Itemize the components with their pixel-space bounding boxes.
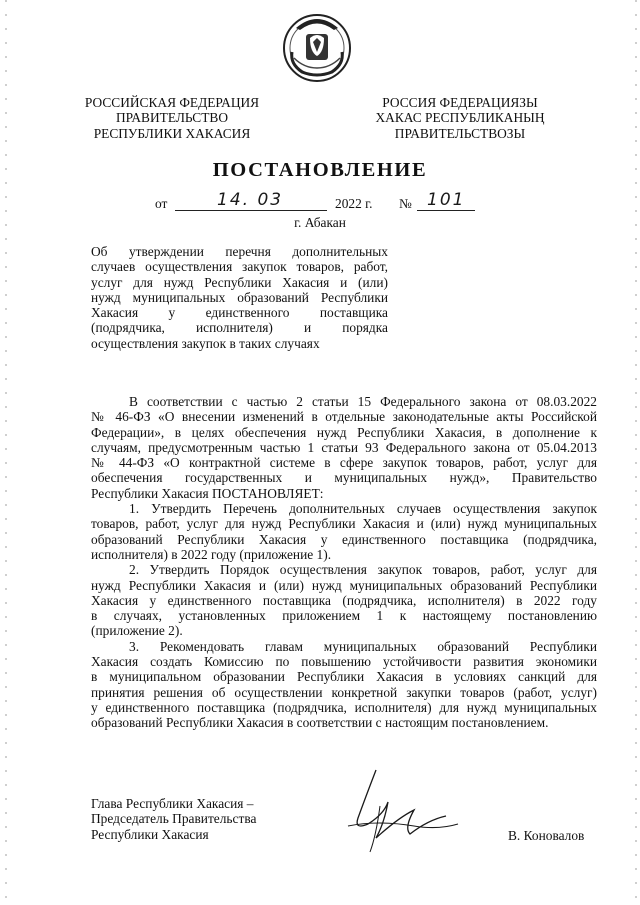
- body-line: случаям, предусмотренным частью 1 статьи 93 Федерального закона от 05.04.2013: [91, 439, 597, 455]
- handwritten-signature: [318, 766, 468, 856]
- subject-line: осуществления закупок в таких случаях: [91, 335, 320, 351]
- body-line: нужд Республики Хакасия и (или) нужд муниципальных образований Республики: [91, 577, 597, 593]
- body-line: образований Республики Хакасия в соответствии с настоящим постановлением.: [91, 715, 549, 731]
- scan-edge-left: [5, 0, 7, 905]
- coat-of-arms-icon: [274, 8, 360, 84]
- body-line: товаров, работ, услуг для нужд Республики Хакасия и (или) нужд муниципальных: [91, 516, 597, 532]
- body-line: у единственного поставщика (подрядчика, исполнителя) для нужд муниципальных: [91, 699, 597, 715]
- body-line: принятия решения об осуществлении конкретной закупки товаров (работ, услуг): [91, 684, 597, 700]
- signatory-name: В. Коновалов: [508, 828, 585, 843]
- header-left-line: РЕСПУБЛИКИ ХАКАСИЯ: [93, 125, 251, 141]
- signatory-position-line: Глава Республики Хакасия –: [91, 796, 254, 811]
- header-left: [57, 95, 287, 141]
- body-line: Хакасия у единственного поставщика (подрядчика, исполнителя) в 2022 году: [91, 592, 597, 608]
- document-body: [91, 394, 597, 731]
- date-number-row: [155, 190, 485, 216]
- date-prefix: от: [155, 196, 168, 211]
- body-line: (приложение 2).: [91, 623, 183, 639]
- subject-line: нужд муниципальных образований Республики: [91, 289, 388, 305]
- body-line: № 46-ФЗ «О внесении изменений в отдельные законодательные акты Российской: [91, 409, 597, 425]
- body-line: исполнителя) в 2022 году (приложение 1).: [91, 546, 332, 562]
- body-line: Хакасия создать Комиссию по повышению устойчивости развития экономики: [91, 654, 597, 670]
- handwritten-number: 101: [427, 190, 466, 210]
- body-line: Федерации», в целях обеспечения нужд Республики Хакасия, в дополнение к: [91, 424, 597, 440]
- body-line: 1. Утвердить Перечень дополнительных случаев осуществления закупок: [129, 501, 597, 517]
- body-line: 2. Утвердить Порядок осуществления закупок товаров, работ, услуг для: [129, 562, 597, 578]
- date-year: 2022 г.: [335, 196, 373, 211]
- scan-edge-right: [635, 0, 637, 905]
- subject-line: случаев осуществления закупок товаров, работ,: [91, 259, 388, 275]
- signatory-position-line: Республики Хакасия: [91, 826, 209, 842]
- city-line: г. Абакан: [294, 215, 346, 230]
- header-right-line: РОССИЯ ФЕДЕРАЦИЯЗЫ: [382, 95, 538, 110]
- document-subject: [91, 244, 388, 351]
- body-line: в случаях, установленных приложением 1 к настоящему постановлению: [91, 608, 597, 624]
- header-left-line: ПРАВИТЕЛЬСТВО: [115, 110, 228, 126]
- handwritten-date: 14. 03: [217, 190, 284, 210]
- document-title: ПОСТАНОВЛЕНИЕ: [212, 159, 428, 181]
- number-sign: №: [399, 196, 412, 211]
- body-line: Республики Хакасия ПОСТАНОВЛЯЕТ:: [91, 485, 324, 501]
- body-line: образований Республики Хакасия у единственного поставщика (подрядчика,: [91, 531, 597, 547]
- body-line: В соответствии с частью 2 статьи 15 Федерального закона от 08.03.2022: [129, 394, 597, 409]
- subject-line: (подрядчика, исполнителя) и порядка: [91, 320, 388, 336]
- signatory-position-line: Председатель Правительства: [91, 811, 257, 827]
- header-left-line: РОССИЙСКАЯ ФЕДЕРАЦИЯ: [84, 95, 260, 110]
- subject-line: Об утверждении перечня дополнительных: [91, 244, 388, 259]
- body-line: в муниципальном образовании Республики Хакасия в условиях санкций для: [91, 669, 597, 685]
- body-line: 3. Рекомендовать главам муниципальных образований Республики: [129, 638, 597, 654]
- signatory-position: [91, 796, 256, 842]
- header-right-line: ХАКАС РЕСПУБЛИКАНЫҢ: [375, 110, 545, 126]
- body-line: обеспечения государственных и муниципальных нужд», Правительство: [91, 470, 597, 486]
- body-line: № 44-ФЗ «О контрактной системе в сфере закупок товаров, работ, услуг для: [91, 455, 597, 471]
- header-right-line: ПРАВИТЕЛЬСТВОЗЫ: [394, 125, 526, 141]
- subject-line: Хакасия у единственного поставщика: [91, 305, 388, 321]
- subject-line: услуг для нужд Республики Хакасия и (или): [91, 274, 388, 290]
- header-right: [345, 95, 575, 141]
